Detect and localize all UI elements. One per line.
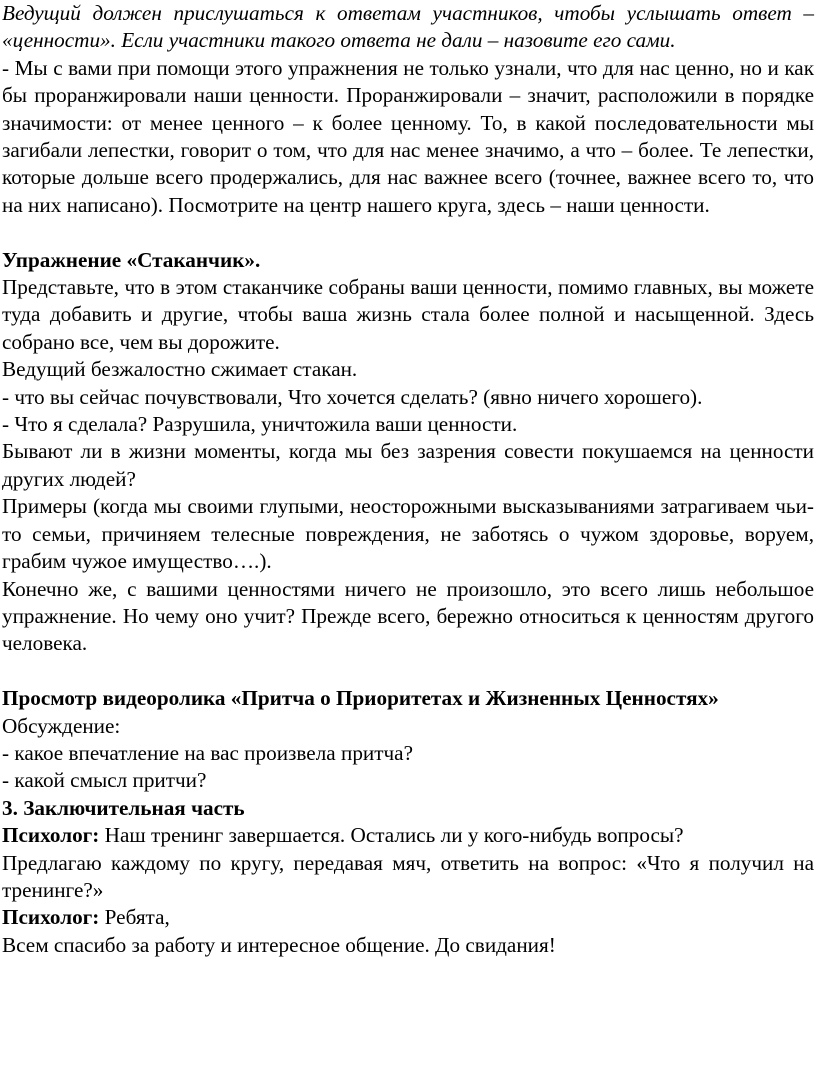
ranking-explanation: - Мы с вами при помощи этого упражнения не только узнали, что для нас ценно, но и как бы проранжировали наши ценности. Проранжировали – значит, расположили в порядке значимости: от менее ценного – к более ценному. То, в какой последовательности мы загибали лепестки, говорит о том, что для нас менее значимо, а что – более. Те лепестки, которые дольше всего продержались, для нас важнее всего (точнее, важнее всего то, что на них написано). Посмотрите на центр нашего круга, здесь – наши ценности. xyxy=(2,55,814,217)
speaker-label: Психолог: xyxy=(2,905,100,930)
psychologist-text-1: Наш тренинг завершается. Остались ли у кого-нибудь вопросы? xyxy=(99,823,684,848)
cup-paragraph-2: Ведущий безжалостно сжимает стакан. xyxy=(2,357,358,382)
video-heading: Просмотр видеоролика «Притча о Приоритетах и Жизненных Ценностях» xyxy=(2,686,719,711)
psychologist-line-2 xyxy=(2,904,814,931)
spacer xyxy=(2,658,814,685)
cup-paragraph-5: Бывают ли в жизни моменты, когда мы без зазрения совести покушаемся на ценности других людей? xyxy=(2,439,814,491)
cup-paragraph-4: - Что я сделала? Разрушила, уничтожила ваши ценности. xyxy=(2,412,518,437)
cup-paragraph-3: - что вы сейчас почувствовали, Что хочется сделать? (явно ничего хорошего). xyxy=(2,384,703,409)
farewell: Всем спасибо за работу и интересное общение. До свидания! xyxy=(2,932,556,957)
cup-paragraph-1: Представьте, что в этом стаканчике собраны ваши ценности, помимо главных, вы можете туда добавить и другие, чтобы ваша жизнь стала более полной и насыщенной. Здесь собрано все, чем вы дорожите. xyxy=(2,275,814,354)
psychologist-line-1 xyxy=(2,822,814,849)
speaker-label: Психолог: xyxy=(2,823,100,848)
ball-question: Предлагаю каждому по кругу, передавая мяч, ответить на вопрос: «Что я получил на тренинге?» xyxy=(2,850,814,902)
final-section-heading: 3. Заключительная часть xyxy=(2,795,245,820)
facilitator-note: Ведущий должен прислушаться к ответам участников, чтобы услышать ответ – «ценности». Если участники такого ответа не дали – назовите его сами. xyxy=(2,1,814,53)
spacer xyxy=(2,219,814,246)
discussion-question-2: - какой смысл притчи? xyxy=(2,768,207,793)
cup-exercise-heading: Упражнение «Стаканчик». xyxy=(2,247,261,272)
psychologist-text-2: Ребята, xyxy=(99,905,170,930)
discussion-question-1: - какое впечатление на вас произвела притча? xyxy=(2,740,413,765)
cup-paragraph-7: Конечно же, с вашими ценностями ничего не произошло, это всего лишь небольшое упражнение. Но чему оно учит? Прежде всего, бережно относиться к ценностям другого человека. xyxy=(2,576,814,656)
cup-paragraph-6: Примеры (когда мы своими глупыми, неосторожными высказываниями затрагиваем чьи-то семьи, причиняем телесные повреждения, не заботясь о чужом здоровье, воруем, грабим чужое имущество….). xyxy=(2,494,814,574)
discussion-label: Обсуждение: xyxy=(2,713,121,738)
